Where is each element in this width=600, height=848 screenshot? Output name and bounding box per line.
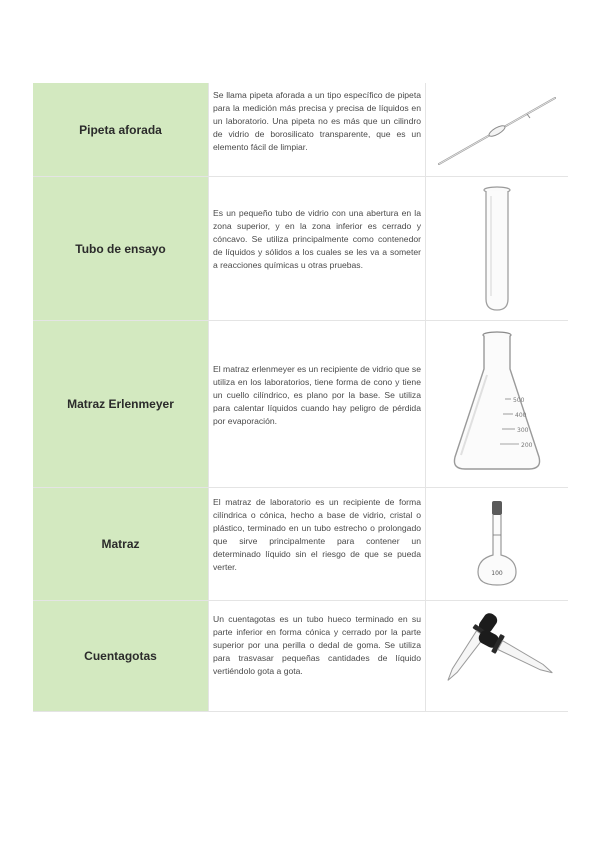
instrument-name: Pipeta aforada [33, 83, 209, 176]
instrument-description: Un cuentagotas es un tubo hueco terminado en su parte inferior en forma cónica y cerrado por la parte superior por una perilla o dedal de goma. Se utiliza para trasvasar pequeñas cantidades de líquido vertiéndolo gota a gota. [209, 601, 426, 711]
instrument-description: Es un pequeño tubo de vidrio con una abertura en la zona superior, y en la zona inferior es cerrado y cóncavo. Se utiliza principalmente como contenedor de líquidos y sólidos a los cuales se les va a someter a reacciones químicas u otras pruebas. [209, 177, 426, 320]
instrument-description: El matraz de laboratorio es un recipiente de forma cilíndrica o cónica, hecho a base de vidrio, cristal o plástico, terminado en un tubo estrecho o prolongado que sirve principalmente para contener un determinado líquido sin el riesgo de que se pueda verter. [209, 488, 426, 600]
flask-mark: 400 [515, 412, 527, 419]
instrument-name: Tubo de ensayo [33, 177, 209, 320]
instrument-image [426, 321, 568, 487]
test-tube-icon [477, 184, 517, 314]
instrument-name: Matraz Erlenmeyer [33, 321, 209, 487]
instrument-description: El matraz erlenmeyer es un recipiente de vidrio que se utiliza en los laboratorios, tiene forma de cono y tiene un cuello cilíndrico, es plano por la base. Se utiliza para calentar líquidos cuando hay peligro de pérdida por evaporación. [209, 321, 426, 487]
flask-mark: 200 [521, 442, 533, 449]
instrument-image [426, 601, 568, 711]
erlenmeyer-flask-icon [447, 329, 547, 479]
pipette-icon [431, 90, 563, 170]
instrument-name: Cuentagotas [33, 601, 209, 711]
table-row [33, 601, 568, 712]
flask-mark: 300 [517, 427, 529, 434]
table-row [33, 83, 568, 177]
instrument-name: Matraz [33, 488, 209, 600]
instrument-image [426, 177, 568, 320]
flask-label: 100 [491, 570, 503, 577]
table-row [33, 321, 568, 488]
volumetric-flask-icon [472, 499, 522, 589]
table-row [33, 177, 568, 321]
instrument-image [426, 83, 568, 176]
instruments-table [33, 83, 568, 712]
instrument-image [426, 488, 568, 600]
instrument-description: Se llama pipeta aforada a un tipo específico de pipeta para la medición más precisa y precisa de líquidos en un laboratorio. Una pipeta no es más que un cilindro de vidrio de borosilicato transparente, que es un elemento fácil de limpiar. [209, 83, 426, 176]
dropper-icon [437, 606, 557, 706]
table-row [33, 488, 568, 601]
flask-mark: 500 [513, 397, 525, 404]
